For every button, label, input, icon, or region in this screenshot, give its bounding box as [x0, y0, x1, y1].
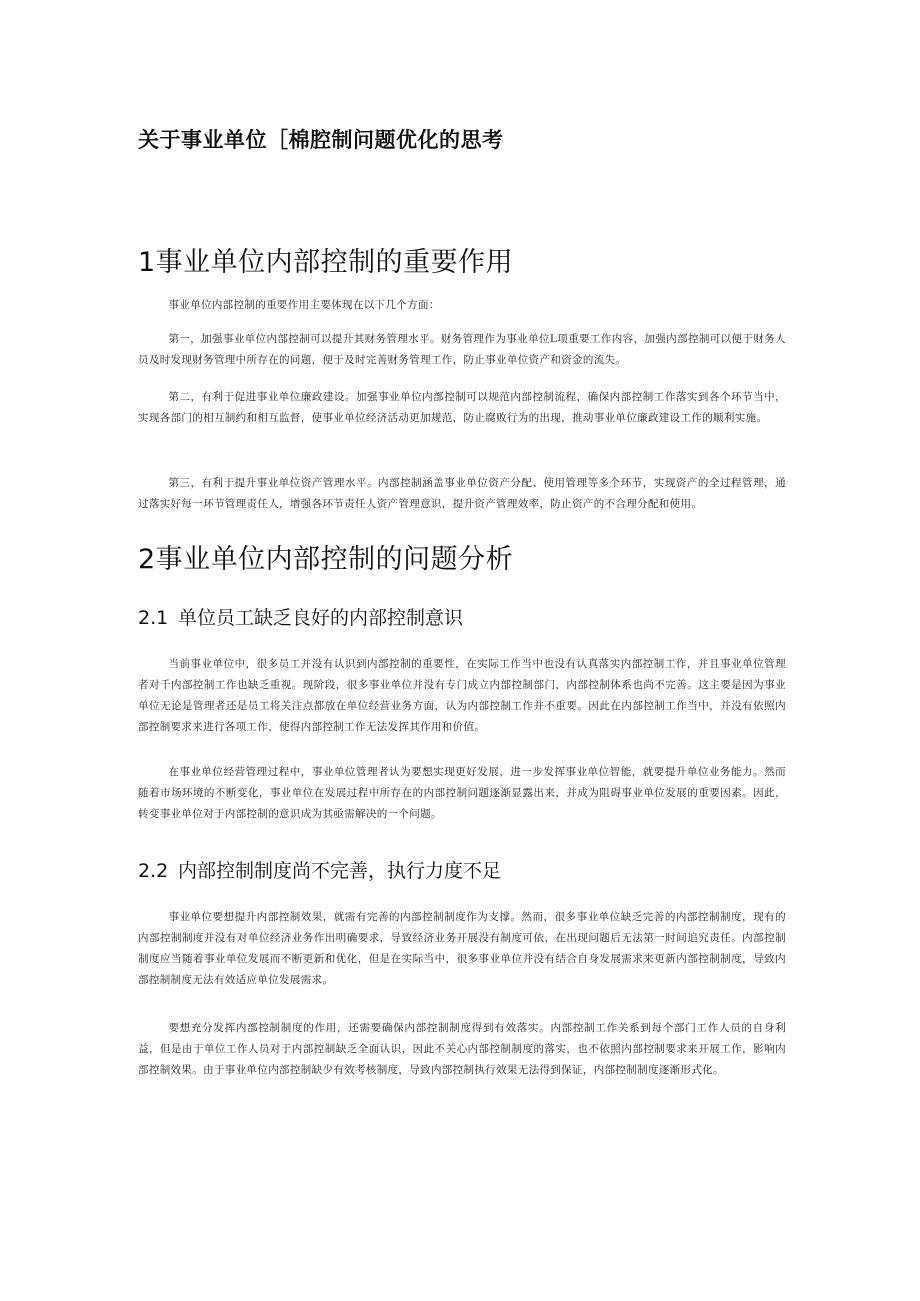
- subsection-2-1-heading: [138, 603, 463, 630]
- subsection-2-1-paragraph-2: 在事业单位经营管理过程中，事业单位管理者认为要想实现更好发展，进一步发挥事业单位智能，就要提升单位业务能力。然而随着市场环境的不断变化，事业单位在发展过程中所存在的内部控制问题逐渐显露出来，并成为阻碍事业单位发展的重要因素。因此，转变事业单位对于内部控制的意识成为其亟需解决的一个问题。: [138, 766, 786, 820]
- subsection-number: 2.1: [138, 607, 169, 629]
- subsection-2-1-paragraph-1: 当前事业单位中，很多员工并没有认识到内部控制的重要性，在实际工作当中也没有认真落实内部控制工作，并且事业单位管理者对千内部控制工作也缺乏重视。现阶段，很多事业单位并没有专门成立内部控制部门，内部控制体系也尚不完善。这主要是因为事业单位无论是管理者还是员工将关注点都放在单位经营业务方面，认为内部控制工作并不重要。因此在内部控制工作当中，并没有依照内部控制要求来进行各项工作，使得内部控制工作无法发挥其作用和价值。: [138, 658, 786, 733]
- subsection-number: 2.2: [138, 860, 169, 882]
- section-2-heading: 2事业单位内部控制的问题分析: [138, 544, 514, 575]
- section-1-paragraph-2: 第二，有利于促进事业单位廉政建设。加强事业单位内部控制可以规范内部控制流程，确保内部控制工作落实到各个环节当中，实现各部门的相互制约和相互监督，使事业单位经济活动更加规范，防止腐败行为的出现，推动事业单位廉政建设工作的顺利实施。: [138, 391, 786, 424]
- section-1-intro: 事业单位内部控制的重要作用主要体现在以下几个方面：: [168, 299, 440, 311]
- document-title: 关于事业单位［棉腔制问题优化的思考: [138, 128, 504, 152]
- subsection-title: 单位员工缺乏良好的内部控制意识: [178, 607, 464, 629]
- subsection-2-2-heading: [138, 856, 501, 883]
- subsection-2-2-paragraph-1: 事业单位要想提升内部控制效果，就需有完善的内部控制制度作为支撑。然而，很多事业单位缺乏完善的内部控制制度，现有的内部控制制度并没有对单位经济业务作出明确要求，导致经济业务开展没有制度可依，在出现问题后无法第一时间追究责任。内部控制制度应当随着事业单位发展而不断更新和优化，但是在实际当中，很多事业单位并没有结合自身发展需求来更新内部控制制度，导致内部控制制度无法有效适应单位发展需求。: [138, 911, 786, 986]
- subsection-2-2-paragraph-2: 要想充分发挥内部控制制度的作用，还需要确保内部控制制度得到有效落实。内部控制工作关系到每个部门工作人员的自身利益，但是由于单位工作人员对于内部控制缺乏全面认识，因此不关心内部控制制度的落实，也不依照内部控制要求来开展工作，影响内部控制效果。由于事业单位内部控制缺少有效考核制度，导致内部控制执行效果无法得到保证，内部控制制度逐渐形式化。: [138, 1022, 786, 1076]
- section-1-heading: 1事业单位内部控制的重要作用: [138, 247, 514, 278]
- subsection-title: 内部控制制度尚不完善，执行力度不足: [178, 860, 502, 882]
- section-1-paragraph-3: 第三，有利于提升事业单位资产管理水平。内部控制涵盖事业单位资产分配、使用管理等多个环节，实现资产的全过程管理，通过落实好每一环节管理责任人，增强各环节责任人资产管理意识，提升资产管理效率，防止资产的不合理分配和使用。: [138, 477, 786, 510]
- section-1-paragraph-1: 第一，加强事业单位内部控制可以提升其财务管理水平。财务管理作为事业单位L项重要工作内容，加强内部控制可以便于财务人员及时发现财务管理中所存在的问题，便于及时完善财务管理工作，防止事业单位资产和资金的流失。: [138, 333, 786, 366]
